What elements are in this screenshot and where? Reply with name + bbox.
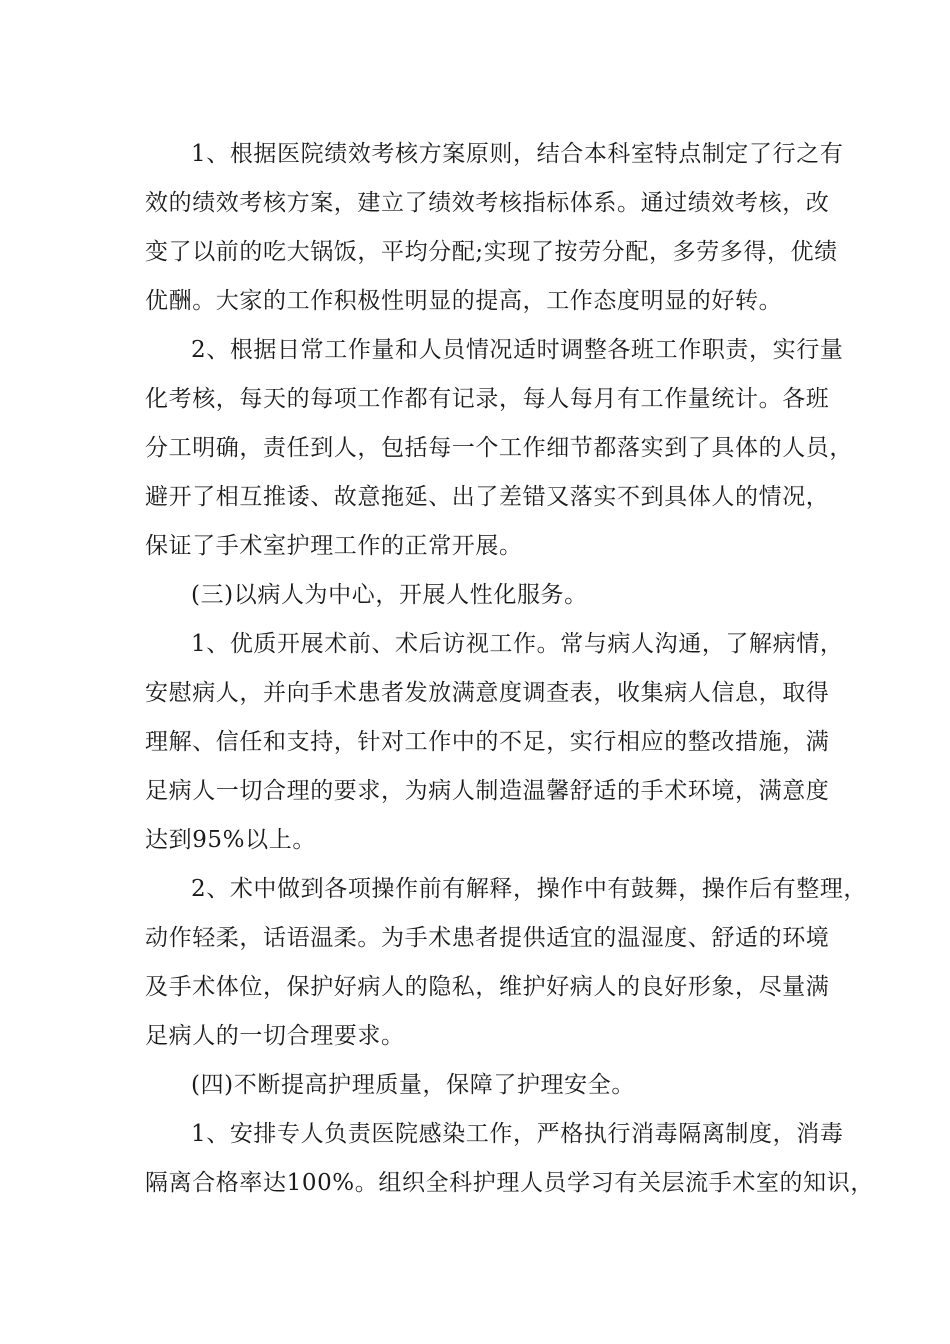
paragraph-line: 及手术体位，保护好病人的隐私，维护好病人的良好形象，尽量满 <box>145 974 830 1000</box>
paragraph-first-line: 2、术中做到各项操作前有解释，操作中有鼓舞，操作后有整理， <box>191 876 868 902</box>
paragraph-first-line: (四)不断提高护理质量，保障了护理安全。 <box>191 1072 635 1098</box>
paragraph-line: 避开了相互推诿、故意拖延、出了差错又落实不到具体人的情况， <box>145 484 830 510</box>
paragraph-line: 化考核，每天的每项工作都有记录，每人每月有工作量统计。各班 <box>145 386 830 412</box>
paragraph-line: 达到95%以上。 <box>145 827 316 853</box>
paragraph-first-line: 2、根据日常工作量和人员情况适时调整各班工作职责，实行量 <box>191 337 844 363</box>
paragraph-line: 效的绩效考核方案，建立了绩效考核指标体系。通过绩效考核，改 <box>145 190 830 216</box>
paragraph-line: 足病人一切合理的要求，为病人制造温馨舒适的手术环境，满意度 <box>145 778 830 804</box>
paragraph-first-line: 1、优质开展术前、术后访视工作。常与病人沟通，了解病情， <box>191 631 844 657</box>
paragraph-line: 优酬。大家的工作积极性明显的提高，工作态度明显的好转。 <box>145 288 783 314</box>
paragraph-first-line: (三)以病人为中心，开展人性化服务。 <box>191 582 588 608</box>
paragraph-line: 变了以前的吃大锅饭，平均分配;实现了按劳分配，多劳多得，优绩 <box>145 239 838 265</box>
paragraph-line: 保证了手术室护理工作的正常开展。 <box>145 533 523 559</box>
paragraph-first-line: 1、根据医院绩效考核方案原则，结合本科室特点制定了行之有 <box>191 141 844 167</box>
document-body <box>145 130 874 1208</box>
paragraph-line: 分工明确，责任到人，包括每一个工作细节都落实到了具体的人员， <box>145 435 853 461</box>
paragraph-line: 理解、信任和支持，针对工作中的不足，实行相应的整改措施，满 <box>145 729 830 755</box>
paragraph-line: 安慰病人，并向手术患者发放满意度调查表，收集病人信息，取得 <box>145 680 830 706</box>
paragraph-line: 动作轻柔，话语温柔。为手术患者提供适宜的温湿度、舒适的环境 <box>145 925 830 951</box>
paragraph-first-line: 1、安排专人负责医院感染工作，严格执行消毒隔离制度，消毒 <box>191 1121 844 1147</box>
paragraph-line: 隔离合格率达100%。组织全科护理人员学习有关层流手术室的知识， <box>145 1170 874 1196</box>
paragraph-line: 足病人的一切合理要求。 <box>145 1023 405 1049</box>
